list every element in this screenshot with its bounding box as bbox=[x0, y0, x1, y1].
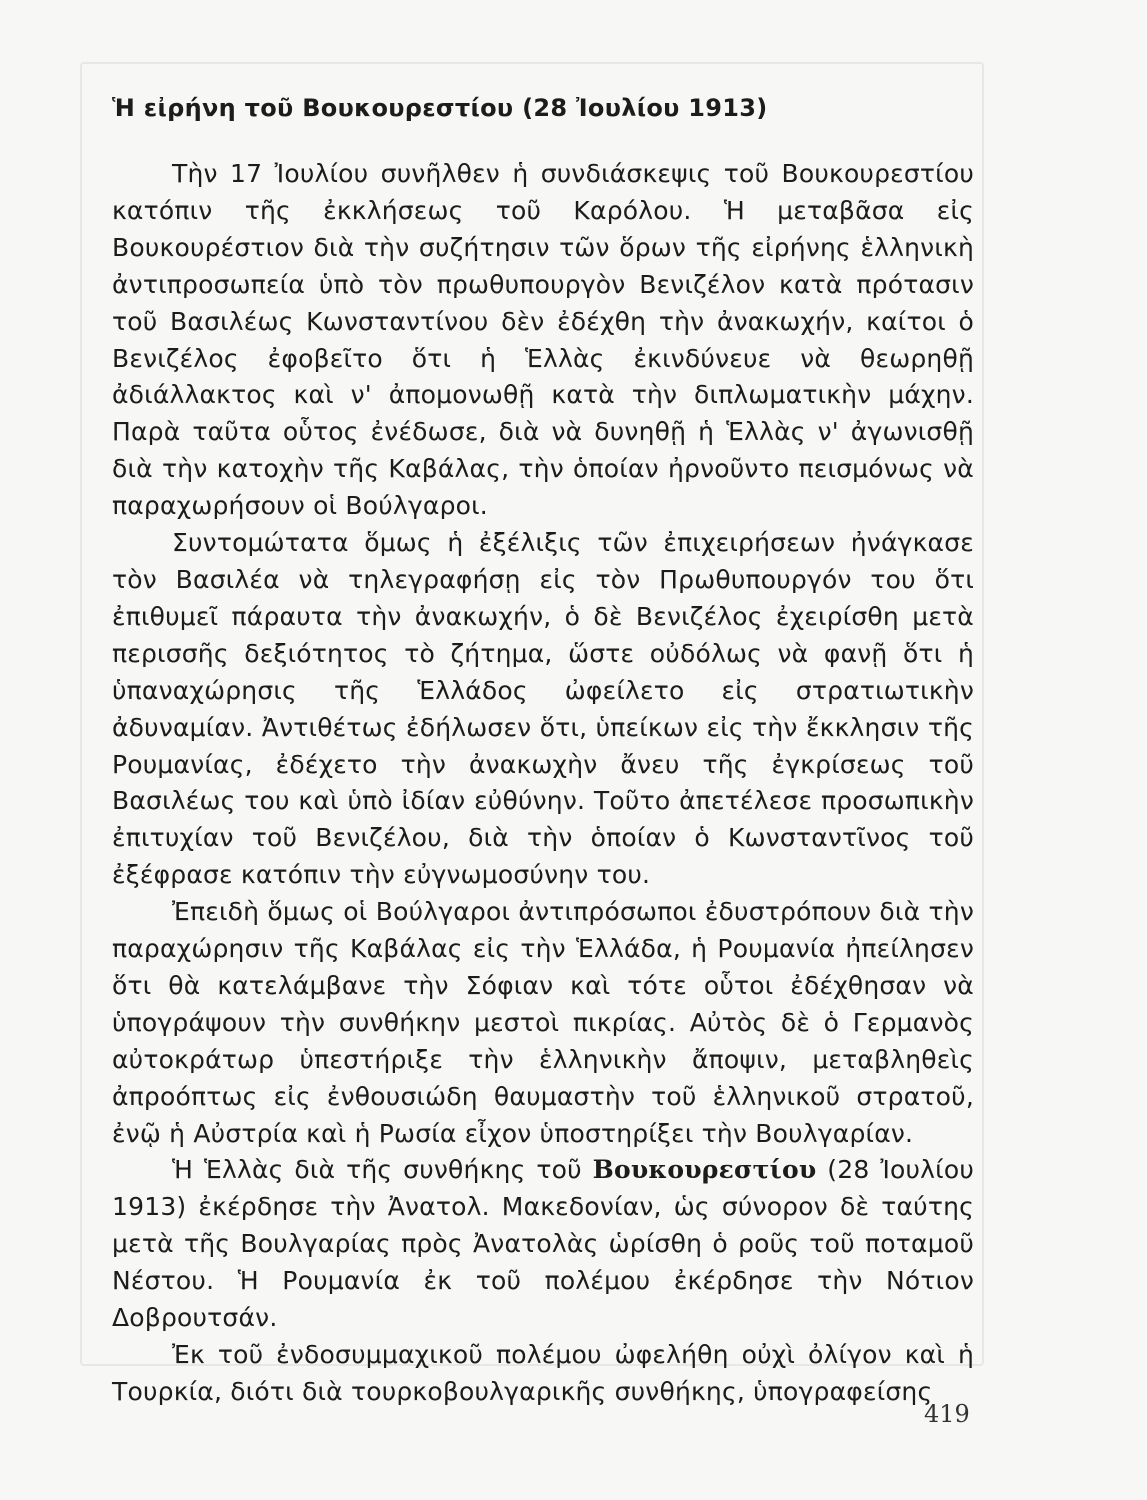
paragraph-3: Ἐπειδὴ ὅμως οἱ Βούλγαροι ἀντιπρόσωποι ἐδυστρόπουν διὰ τὴν παραχώρησιν τῆς Καβάλας εἰς τὴν Ἑλλάδα, ἡ Ρουμανία ἠπείλησεν ὅτι θὰ κατελάμβανε τὴν Σόφιαν καὶ τότε οὗτοι ἐδέχθησαν νὰ ὑπογράψουν τὴν συνθήκην μεστοὶ πικρίας. Αὐτὸς δὲ ὁ Γερμανὸς αὐτοκράτωρ ὑπεστήριξε τὴν ἑλληνικὴν ἄποψιν, μεταβληθεὶς ἀπροόπτως εἰς ἐνθουσιώδη θαυμαστὴν τοῦ ἑλληνικοῦ στρατοῦ, ἐνῷ ἡ Αὐστρία καὶ ἡ Ρωσία εἶχον ὑποστηρίξει τὴν Βουλγαρίαν. bbox=[112, 897, 974, 1148]
paragraph-5: Ἐκ τοῦ ἐνδοσυμμαχικοῦ πολέμου ὠφελήθη οὐχὶ ὀλίγον καὶ ἡ Τουρκία, διότι διὰ τουρκοβουλγαρικῆς συνθήκης, ὑπογραφείσης bbox=[112, 1340, 974, 1406]
paragraph-2: Συντομώτατα ὅμως ἡ ἐξέλιξις τῶν ἐπιχειρήσεων ἠνάγκασε τὸν Βασιλέα νὰ τηλεγραφήσῃ εἰς τὸν Πρωθυπουργόν του ὅτι ἐπιθυμεῖ πάραυτα τὴν ἀνακωχήν, ὁ δὲ Βενιζέλος ἐχειρίσθη μετὰ περισσῆς δεξιότητος τὸ ζήτημα, ὥστε οὐδόλως νὰ φανῇ ὅτι ἡ ὑπαναχώρησις τῆς Ἑλλάδος ὠφείλετο εἰς στρατιωτικὴν ἀδυναμίαν. Ἀντιθέτως ἐδήλωσεν ὅτι, ὑπείκων εἰς τὴν ἔκκλησιν τῆς Ρουμανίας, ἐδέχετο τὴν ἀνακωχὴν ἄνευ τῆς ἐγκρίσεως τοῦ Βασιλέως του καὶ ὑπὸ ἰδίαν εὐθύνην. Τοῦτο ἀπετέλεσε προσωπικὴν ἐπιτυχίαν τοῦ Βενιζέλου, διὰ τὴν ὁποίαν ὁ Κωνσταντῖνος τοῦ ἐξέφρασε κατόπιν τὴν εὐγνωμοσύνην του. bbox=[112, 528, 974, 890]
paragraph-4-end: (28 Ἰουλίου 1913) ἐκέρδησε τὴν Ἀνατολ. Μακεδονίαν, ὡς σύνορον δὲ ταύτης μετὰ τῆς Βουλγαρίας πρὸς Ἀνατολὰς ὡρίσθη ὁ ροῦς τοῦ ποταμοῦ Νέστου. Ἡ Ρουμανία ἐκ τοῦ πολέμου ἐκέρδησε τὴν Νότιον Δοβρουτσάν. bbox=[112, 1155, 974, 1333]
paragraph-4 bbox=[112, 1152, 974, 1337]
paragraph-4-start: Ἡ Ἑλλὰς διὰ τῆς συνθήκης τοῦ bbox=[172, 1155, 593, 1185]
page-content bbox=[112, 88, 974, 1411]
paragraph-4-bold-word: Βουκουρεστίου bbox=[592, 1155, 817, 1185]
page-number: 419 bbox=[924, 1400, 970, 1428]
paragraph-1: Τὴν 17 Ἰουλίου συνῆλθεν ἡ συνδιάσκεψις τοῦ Βουκουρεστίου κατόπιν τῆς ἐκκλήσεως τοῦ Καρόλου. Ἡ μεταβᾶσα εἰς Βουκουρέστιον διὰ τὴν συζήτησιν τῶν ὅρων τῆς εἰρήνης ἑλληνικὴ ἀντιπροσωπεία ὑπὸ τὸν πρωθυπουργὸν Βενιζέλον κατὰ πρότασιν τοῦ Βασιλέως Κωνσταντίνου δὲν ἐδέχθη τὴν ἀνακωχήν, καίτοι ὁ Βενιζέλος ἐφοβεῖτο ὅτι ἡ Ἑλλὰς ἐκινδύνευε νὰ θεωρηθῇ ἀδιάλλακτος καὶ ν' ἀπομονωθῇ κατὰ τὴν διπλωματικὴν μάχην. Παρὰ ταῦτα οὗτος ἐνέδωσε, διὰ νὰ δυνηθῇ ἡ Ἑλλὰς ν' ἀγωνισθῇ διὰ τὴν κατοχὴν τῆς Καβάλας, τὴν ὁποίαν ἠρνοῦντο πεισμόνως νὰ παραχωρήσουν οἱ Βούλγαροι. bbox=[112, 159, 974, 521]
section-title: Ἡ εἰρήνη τοῦ Βουκουρεστίου (28 Ἰουλίου 1913) bbox=[112, 94, 768, 122]
